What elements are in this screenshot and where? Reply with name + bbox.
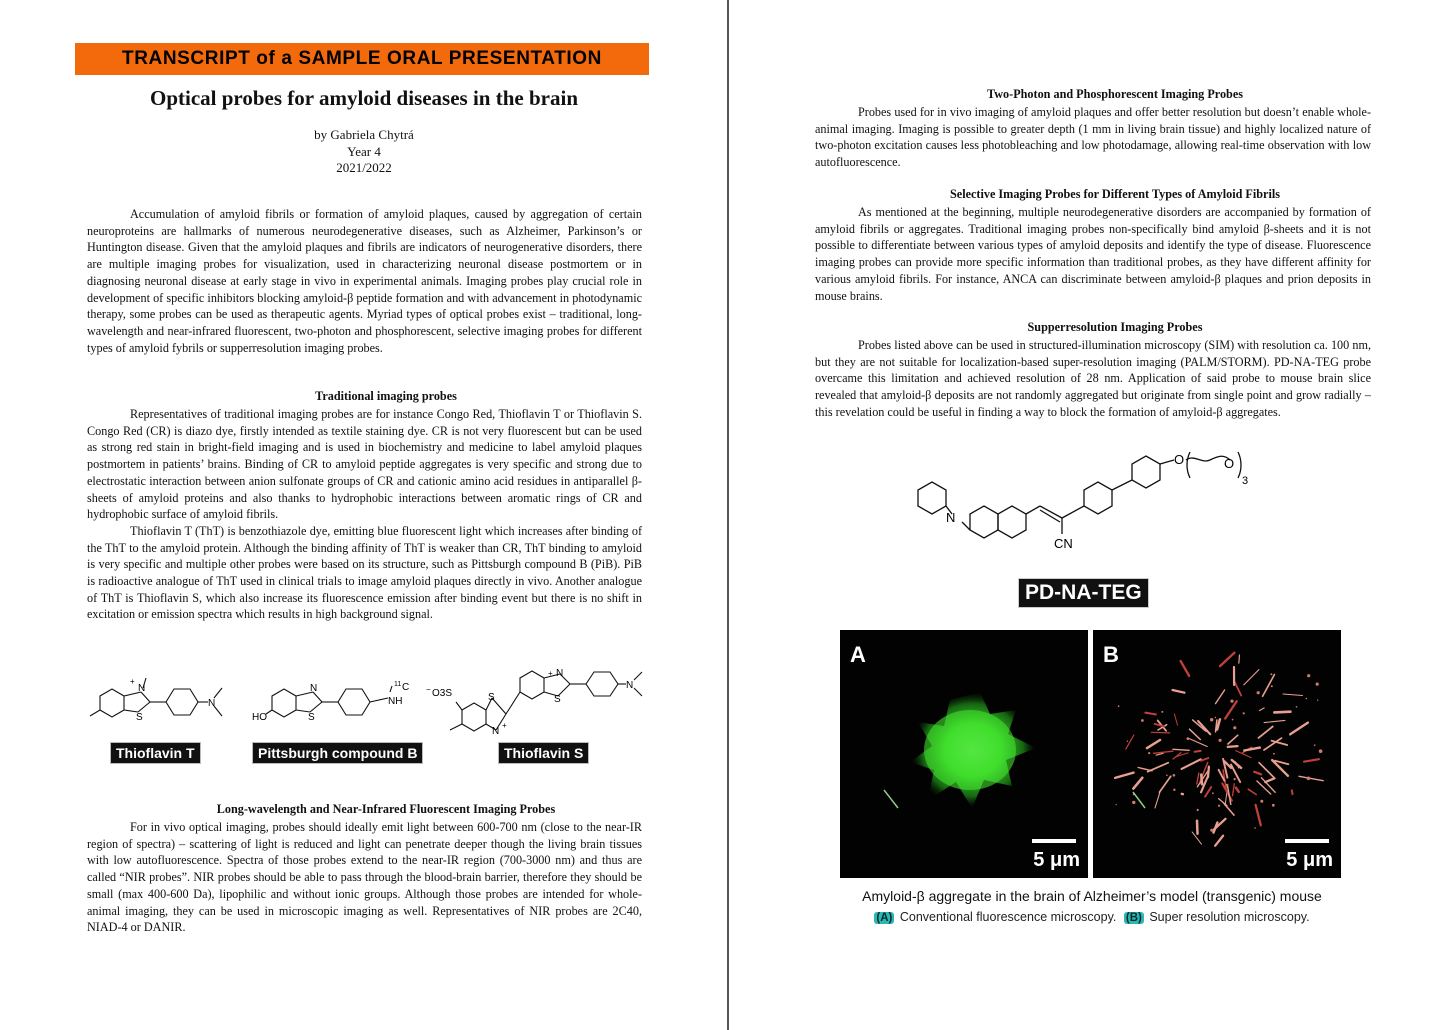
pib-n-atom: N: [310, 683, 318, 694]
super-res-dot: [1230, 700, 1233, 703]
teg-cyano: CN: [1054, 536, 1073, 551]
ths-s-atom-2: S: [554, 694, 561, 705]
super-res-streak: [1235, 682, 1242, 696]
traditional-paragraph-1: Representatives of traditional imaging probes are for instance Congo Red, Thioflavin T or Thioflavin S. Congo Red (CR) is diazo dye, firstly intended as textile staining dye. CR is not very fluorescent but can be used as strong red stain in bright-field imaging and is used in biochemistry and medicine to label amyloid plaques postmortem in patients’ brains. Binding of CR to amyloid peptide aggregates is very specific and strong due to electrostatic interaction between anion sulfonate groups of CR and cationic amino acid residues in antiparallel β-sheets of amyloid proteins and also thanks to hydrophobic interactions between aromatic rings of CR and hydrophobic surface of amyloid fibrils.: [87, 407, 642, 522]
super-res-streak: [1155, 724, 1165, 727]
label-pittsburgh-compound-b: Pittsburgh compound B: [252, 742, 423, 764]
caption-text-a: Conventional fluorescence microscopy.: [899, 910, 1117, 924]
year: Year 4: [347, 143, 381, 159]
super-res-streak: [1133, 778, 1142, 789]
super-res-streak: [1259, 763, 1274, 778]
document-title: Optical probes for amyloid diseases in the brain: [149, 86, 578, 110]
figure-caption: Amyloid-β aggregate in the brain of Alzheimer’s model (transgenic) mouse: [862, 888, 1322, 904]
super-res-streak: [1190, 729, 1201, 739]
super-res-streak: [1115, 773, 1134, 778]
pib-s-atom: S: [308, 712, 315, 723]
super-res-streak: [1259, 708, 1264, 711]
panel-b-scale-bar: [1285, 839, 1329, 843]
super-res-streak: [1145, 713, 1155, 715]
pd-na-teg-label: PD-NA-TEG: [1018, 578, 1149, 608]
panel-a-scale-bar: [1032, 839, 1076, 843]
ths-minus-charge: −: [426, 685, 431, 694]
panel-a-letter: A: [850, 642, 866, 667]
ths-sulfonate: O3S: [432, 688, 453, 699]
traditional-block: [87, 406, 642, 623]
transcript-banner: TRANSCRIPT of a SAMPLE ORAL PRESENTATION: [75, 43, 649, 75]
super-res-streak: [1195, 751, 1201, 752]
panel-b-scale-label: 5 μm: [1286, 849, 1333, 871]
super-res-dot: [1270, 673, 1272, 675]
super-res-streak: [1182, 759, 1201, 769]
super-res-dot: [1307, 777, 1311, 781]
section-heading-superres: Supperresolution Imaging Probes: [1027, 320, 1203, 334]
super-res-dot: [1260, 800, 1263, 803]
tht-n-atom: N: [138, 683, 146, 694]
super-res-dot: [1307, 674, 1310, 677]
intro-paragraph: Accumulation of amyloid fibrils or formation of amyloid plaques, caused by aggregation of certain neuroproteins are hallmarks of numerous neurodegenerative diseases, such as Alzheimer, Parkinson’s or Huntington disease. Given that the amyloid plaques and fibrils are indicators of neurogenerative disorders, there are multiple imaging probes for visualization, used in characterizing neuronal disease postmortem or in diagnosing neuronal disease at early stage in vivo in experimental animals. Imaging probes play crucial role in development of specific inhibitors blocking amyloid-β peptide formation and with advancement in photodynamic therapy, some probes can be used as therapeutic agents. Myriad types of optical probes exist – traditional, long-wavelength and near-infrared fluorescent, two-photon and phosphorescent, selective imaging probes for different types of amyloid fybrils or supperresolution imaging probes.: [87, 207, 642, 355]
super-res-streak: [1173, 690, 1185, 693]
super-res-streak: [1292, 790, 1293, 794]
super-res-dot: [1116, 804, 1117, 805]
byline: [75, 127, 653, 177]
super-res-dot: [1148, 752, 1150, 754]
author: by Gabriela Chytrá: [314, 127, 414, 142]
intro-block: [87, 206, 642, 356]
super-res-streak: [1248, 789, 1256, 794]
super-res-dot: [1254, 827, 1256, 829]
ths-plus-2: +: [548, 669, 553, 678]
super-res-streak: [1274, 712, 1290, 713]
super-res-dot: [1166, 775, 1168, 777]
super-res-streak: [1244, 670, 1259, 685]
super-res-streak: [1264, 738, 1282, 750]
label-thioflavin-t: Thioflavin T: [110, 742, 201, 764]
super-res-dot: [1210, 829, 1213, 832]
super-res-streak: [1201, 775, 1202, 785]
super-res-dot: [1233, 726, 1236, 729]
tht-s-atom: S: [136, 712, 143, 723]
super-res-streak: [1228, 746, 1238, 747]
super-res-dot: [1232, 719, 1234, 721]
super-res-dot: [1296, 706, 1298, 708]
teg-piperidine-n: N: [946, 510, 956, 525]
pib-nh: NH: [388, 696, 403, 707]
academic-year: 2021/2022: [336, 160, 392, 175]
super-res-streak: [1173, 749, 1189, 750]
super-res-streak: [1254, 772, 1261, 775]
super-res-dot: [1271, 685, 1273, 687]
super-res-streak: [1189, 739, 1207, 747]
super-res-streak: [1283, 694, 1302, 696]
chemical-structures-svg: [86, 668, 646, 743]
super-res-streak: [1265, 778, 1274, 782]
ths-s-atom-1: S: [488, 692, 495, 703]
super-res-streak: [1197, 821, 1198, 834]
super-res-dot: [1226, 784, 1229, 787]
pd-na-teg-structure: [912, 448, 1262, 560]
super-res-streak: [1256, 805, 1261, 825]
super-res-streak: [1205, 787, 1211, 797]
panel-a-scale-label: 5 μm: [1033, 849, 1080, 871]
super-res-dot: [1219, 739, 1222, 742]
superres-paragraph: Probes listed above can be used in structured-illumination microscopy (SIM) with resolution ca. 100 nm, but they are not suitable for localization-based super-resolution imaging (PALM/STORM). PD-NA-TEG probe overcame this limitation and achieved resolution of 28 nm. Application of said probe to mouse brain slice revealed that amyloid-β deposits are not randomly aggregated but originate from single point and grow radially – this revelation could be useful in finding a way to block the formation of amyloid-β aggregates.: [815, 338, 1371, 419]
super-res-dot: [1234, 778, 1236, 780]
teg-subscript-3: 3: [1242, 475, 1249, 487]
super-res-streak: [1225, 701, 1237, 718]
ths-plus-1: +: [502, 721, 507, 730]
super-res-streak: [1215, 836, 1223, 846]
super-res-streak: [1155, 791, 1160, 808]
super-res-streak: [1208, 767, 1209, 777]
panel-b-marker-line: [1133, 792, 1145, 808]
super-res-dot: [1127, 741, 1128, 742]
traditional-paragraph-2: Thioflavin T (ThT) is benzothiazole dye, emitting blue fluorescent light which increases after binding of the ThT to the amyloid protein. Although the binding affinity of ThT is weaker than CR, ThT binding to amyloid is very specific and multiple other probes were based on its structure, such as Pittsburgh compound B (PiB). PiB is radioactive analogue of ThT used in clinical trials to image amyloid plaques directly in vivo. Another analogue of ThT is Thioflavin S, which also increase its fluorescence emission after binding event but there is no shift in excitation or emission spectra which results in high background signal.: [87, 523, 642, 622]
super-res-dot: [1218, 805, 1220, 807]
section-heading-traditional: Traditional imaging probes: [315, 389, 457, 403]
super-res-streak: [1290, 723, 1308, 735]
super-res-streak: [1304, 759, 1319, 762]
super-res-streak: [1126, 735, 1134, 749]
caption-badge-b: (B): [1125, 912, 1142, 924]
super-res-dot: [1319, 749, 1323, 753]
section-heading-selective: Selective Imaging Probes for Different Types of Amyloid Fibrils: [950, 187, 1280, 201]
super-res-streak: [1299, 776, 1323, 780]
super-res-dot: [1215, 717, 1216, 718]
label-thioflavin-s: Thioflavin S: [498, 742, 589, 764]
caption-text-b: Super resolution microscopy.: [1149, 910, 1310, 924]
super-res-streak: [1236, 788, 1239, 792]
super-res-streak: [1216, 690, 1225, 704]
super-res-streak: [1239, 655, 1240, 663]
pib-c11-isotope: 11: [394, 681, 402, 688]
super-res-dot: [1317, 700, 1318, 701]
super-res-dot: [1161, 711, 1163, 713]
caption-badge-a: (A): [876, 912, 893, 924]
super-res-dot: [1212, 792, 1214, 794]
super-res-streak: [1233, 784, 1235, 796]
super-res-streak: [1151, 732, 1169, 733]
super-res-streak: [1174, 714, 1177, 725]
nir-paragraph: For in vivo optical imaging, probes should ideally emit light between 600-700 nm (close to the near-IR region of spectra) – scattering of light is reduced and light can penetrate deeper though the living brain tissues with low autofluorescence. Spectra of those probes extend to the near-IR region (700-3000 nm) and thus are called “NIR probes”. NIR probes should be able to pass through the blood-brain barrier, therefore they should be small (max 400-600 Da), lipophilic and without ionic groups. Although those probes are intended for whole-animal imaging, they can be used in microscopic imaging as well. Representatives of NIR probes are 2C40, NIAD-4 or DANIR.: [87, 820, 642, 935]
ths-n-atom-2: N: [556, 668, 564, 679]
thioflavin-s-structure: [450, 671, 642, 731]
super-res-dot: [1210, 718, 1213, 721]
super-res-streak: [1201, 758, 1208, 761]
section-heading-nir: Long-wavelength and Near-Infrared Fluorescent Imaging Probes: [216, 802, 556, 816]
super-res-streak: [1181, 661, 1190, 676]
chemical-structures-row: [86, 668, 646, 768]
section-heading-two-photon: Two-Photon and Phosphorescent Imaging Probes: [987, 87, 1243, 101]
super-res-dot: [1141, 719, 1144, 722]
pib-carbon: C: [402, 682, 410, 693]
super-res-dot: [1306, 698, 1308, 700]
super-res-streak: [1220, 653, 1234, 666]
super-res-dot: [1118, 705, 1120, 707]
super-res-streak: [1259, 727, 1273, 738]
super-res-streak: [1264, 720, 1285, 722]
super-res-streak: [1257, 781, 1271, 794]
super-res-dot: [1316, 683, 1319, 686]
super-res-dot: [1197, 809, 1199, 811]
super-res-dot: [1187, 737, 1190, 740]
selective-paragraph: As mentioned at the beginning, multiple neurodegenerative disorders are accompanied by formation of amyloid fibrils or aggregates. Traditional imaging probes non-specifically bind amyloid β-sheets and it is not possible to differentiate between various types of amyloid deposits and identify the type of disease. Fluorescence imaging probes can provide more specific information than traditional probes, as they have different affinity for various amyloid fibrils. For instance, ANCA can discriminate between amyloid-β plaques and prion deposits in mouse brains.: [815, 205, 1371, 303]
thioflavin-t-structure: [90, 678, 222, 717]
super-res-streak: [1198, 721, 1210, 734]
super-res-streak: [1159, 776, 1170, 792]
two-photon-block: [815, 104, 1371, 171]
microscopy-panel-b: [1093, 630, 1341, 878]
super-res-dot: [1273, 753, 1275, 755]
pib-structure: [266, 686, 392, 717]
tht-dimethylamine-n: N: [208, 698, 216, 709]
super-res-streak: [1263, 675, 1275, 697]
super-res-streak: [1147, 740, 1160, 748]
panel-b-letter: B: [1103, 642, 1119, 667]
ths-dimethylamine-n: N: [626, 680, 634, 691]
microscopy-panel-a: [840, 630, 1088, 878]
super-res-streak: [1197, 773, 1199, 784]
pd-na-teg-svg: [912, 448, 1262, 560]
ths-n-atom-1: N: [492, 726, 500, 737]
teg-oxygen-1: O: [1174, 452, 1185, 467]
super-res-streak: [1148, 763, 1169, 772]
super-res-streak: [1228, 735, 1238, 744]
super-res-dot: [1132, 801, 1135, 804]
super-res-dot: [1243, 712, 1245, 714]
super-res-dot: [1173, 789, 1175, 791]
nir-block: [87, 819, 642, 936]
pib-hydroxyl: HO: [252, 712, 267, 723]
super-res-streak: [1244, 748, 1260, 751]
super-res-dot: [1173, 774, 1176, 777]
teg-oxygen-2: O: [1224, 456, 1235, 471]
superres-block: [815, 337, 1371, 421]
figure-subcaption: [840, 910, 1344, 924]
super-res-dot: [1257, 691, 1260, 694]
super-res-dot: [1272, 804, 1275, 807]
super-res-dot: [1314, 744, 1316, 746]
tht-plus-charge: +: [130, 677, 135, 686]
selective-block: [815, 204, 1371, 304]
two-photon-paragraph: Probes used for in vivo imaging of amyloid plaques and offer better resolution but doesn’t enable whole-animal imaging. Imaging is possible to greater depth (1 mm in living brain tissue) and highly localized nature of two-photon excitation causes less photobleaching and low photodamage, allowing real-time observation with low autofluorescence.: [815, 105, 1371, 170]
